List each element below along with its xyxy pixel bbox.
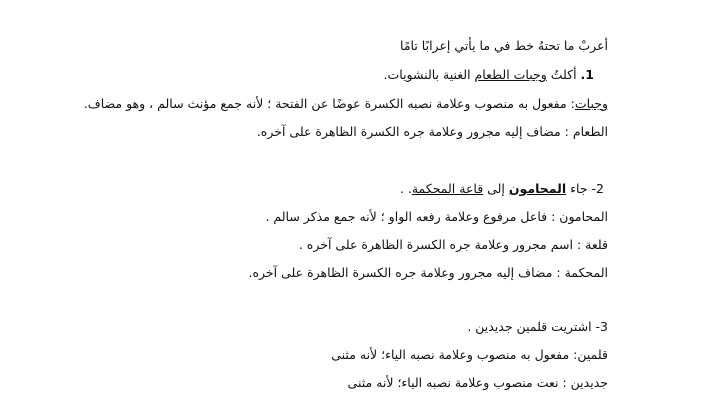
analysis-1-2-word: الطعام xyxy=(572,124,608,139)
sentence-1 xyxy=(384,67,594,83)
analysis-3-2 xyxy=(348,375,608,391)
analysis-3-1-word: قلمين xyxy=(577,347,608,362)
analysis-3-1-text: : مفعول به منصوب وعلامة نصبه الياء؛ لأنه مثنى xyxy=(331,347,578,362)
sentence-2-number: 2- xyxy=(591,181,604,196)
analysis-2-2-text: : اسم مجرور وعلامة جره الكسرة الظاهرة على آخره . xyxy=(298,237,586,252)
sentence-1-number: 1. xyxy=(580,67,594,82)
sentence-3-number: 3- xyxy=(595,319,608,334)
analysis-2-1 xyxy=(265,209,608,225)
sentence-3-underlined: قلمين جديدين xyxy=(475,319,548,334)
sentence-2-pre: جاء xyxy=(566,181,592,196)
sentence-2-post: . . xyxy=(399,181,412,196)
analysis-2-3-text: : مضاف إليه مجرور وعلامة جره الكسرة الظاهرة على آخره. xyxy=(248,265,565,280)
sentence-2-mid: إلى xyxy=(483,181,509,196)
analysis-2-3-word: المحكمة xyxy=(564,265,608,280)
analysis-3-2-text: : نعت منصوب وعلامة نصبه الياء؛ لأنه مثنى xyxy=(347,375,571,390)
analysis-3-2-word: جديدين xyxy=(570,375,608,390)
sentence-3-pre: اشتريت xyxy=(547,319,596,334)
analysis-2-2 xyxy=(299,237,608,253)
sentence-3-post: . xyxy=(467,319,476,334)
sentence-2-underlined-1: المحامون xyxy=(508,181,567,196)
analysis-2-1-word: المحامون xyxy=(559,209,608,224)
sentence-3 xyxy=(467,319,608,335)
sentence-2-underlined-2: قاعة المحكمة xyxy=(411,181,484,196)
instruction-heading: أعربْ ما تحتهُ خط في ما يأتي إعرابًا تامًا xyxy=(400,38,608,53)
sentence-1-post: الغنية بالنشويات. xyxy=(383,67,475,82)
analysis-2-3 xyxy=(249,265,608,281)
analysis-1-2 xyxy=(257,124,608,140)
analysis-2-1-text: : فاعل مرفوع وعلامة رفعه الواو ؛ لأنه جمع مذكر سالم . xyxy=(265,209,560,224)
analysis-3-1 xyxy=(331,347,608,363)
sentence-1-pre: أكلتُ xyxy=(546,67,577,82)
analysis-2-2-word: قلعة xyxy=(585,237,608,252)
sentence-1-underlined: وجبات الطعام xyxy=(474,67,547,82)
analysis-1-2-text: : مضاف إليه مجرور وعلامة جره الكسرة الظاهرة على آخره. xyxy=(256,124,573,139)
sentence-2 xyxy=(400,181,604,197)
analysis-1-1-text: : مفعول به منصوب وعلامة نصبه الكسرة عوضًا عن الفتحة ؛ لأنه جمع مؤنث سالم ، وهو مضاف. xyxy=(83,96,575,111)
analysis-1-1-word: وجبات xyxy=(574,96,608,111)
analysis-1-1 xyxy=(84,96,608,112)
